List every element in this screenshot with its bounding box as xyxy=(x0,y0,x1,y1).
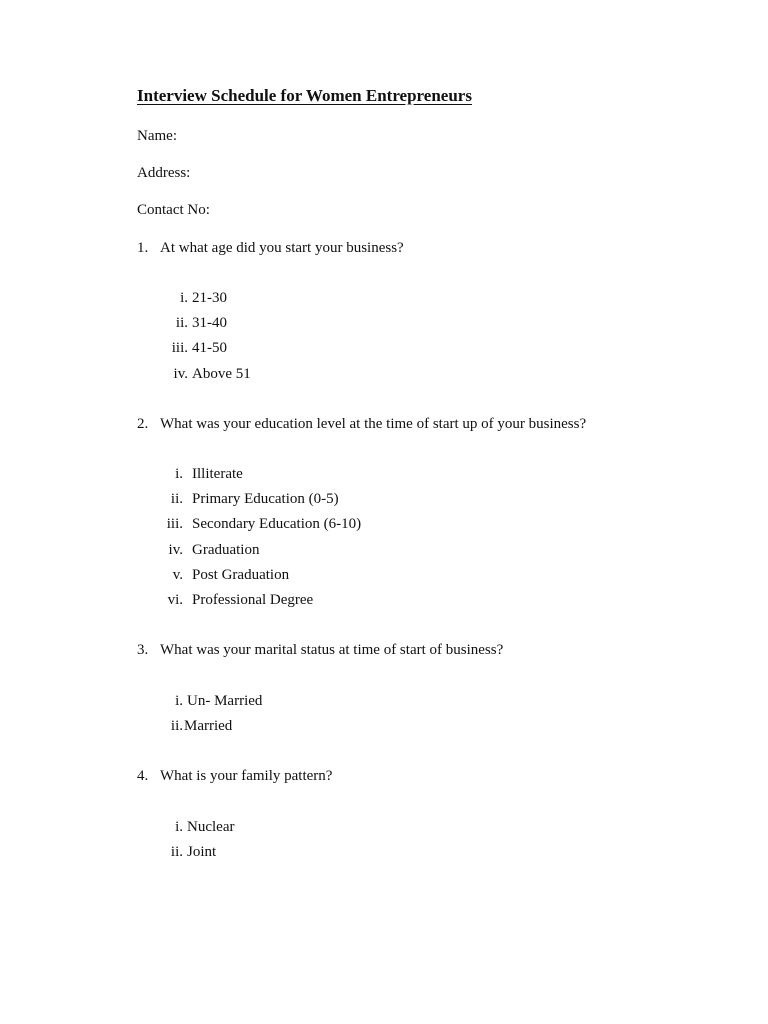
q2-option-2-text: Primary Education (0-5) xyxy=(192,491,339,507)
question-3-number: 3. xyxy=(137,642,149,658)
question-2-number: 2. xyxy=(137,416,149,432)
question-1-number: 1. xyxy=(137,240,149,256)
q2-option-4-number: iv. xyxy=(168,542,183,558)
q3-option-1-text: Un- Married xyxy=(187,693,263,709)
q1-option-1-number: i. xyxy=(180,290,188,306)
q2-option-2-number: ii. xyxy=(170,491,183,507)
question-2-text: What was your education level at the time of start up of your business? xyxy=(160,416,587,432)
q2-option-5-number: v. xyxy=(172,567,183,583)
q1-option-2-number: ii. xyxy=(175,315,188,331)
q3-option-2-text: Married xyxy=(184,718,233,734)
contact-field-label: Contact No: xyxy=(137,202,210,218)
q4-option-1-number: i. xyxy=(175,819,183,835)
q1-option-4-number: iv. xyxy=(173,366,188,382)
q2-option-5-text: Post Graduation xyxy=(192,567,290,583)
q1-option-3-text: 41-50 xyxy=(192,340,227,356)
q4-option-2-number: ii. xyxy=(170,844,183,860)
q2-option-6-number: vi. xyxy=(167,592,183,608)
q2-option-4-text: Graduation xyxy=(192,542,260,558)
q2-option-1-text: Illiterate xyxy=(192,466,243,482)
q3-option-2-number: ii. xyxy=(170,718,183,734)
q1-option-3-number: iii. xyxy=(171,340,188,356)
address-field-label: Address: xyxy=(137,165,191,181)
question-4-number: 4. xyxy=(137,768,149,784)
page-title: Interview Schedule for Women Entrepreneurs xyxy=(137,86,472,105)
q1-option-4-text: Above 51 xyxy=(192,366,251,382)
q4-option-2-text: Joint xyxy=(187,844,217,860)
q2-option-6-text: Professional Degree xyxy=(192,592,314,608)
q2-option-3-text: Secondary Education (6-10) xyxy=(192,516,362,532)
q2-option-1-number: i. xyxy=(175,466,183,482)
q1-option-2-text: 31-40 xyxy=(192,315,227,331)
question-4-text: What is your family pattern? xyxy=(160,768,333,784)
name-field-label: Name: xyxy=(137,128,177,144)
q2-option-3-number: iii. xyxy=(166,516,183,532)
q4-option-1-text: Nuclear xyxy=(187,819,235,835)
q3-option-1-number: i. xyxy=(175,693,183,709)
question-3-text: What was your marital status at time of start of business? xyxy=(160,642,504,658)
q1-option-1-text: 21-30 xyxy=(192,290,227,306)
question-1-text: At what age did you start your business? xyxy=(160,240,404,256)
